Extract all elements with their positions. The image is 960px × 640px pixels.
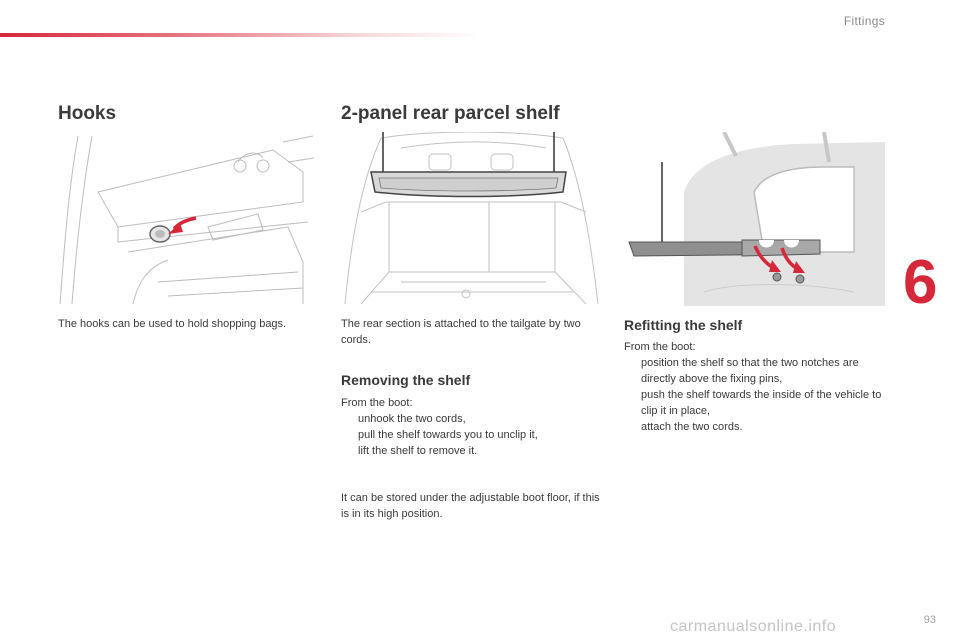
refitting-step: push the shelf towards the inside of the vehicle to clip it in place,	[641, 389, 882, 417]
refitting-intro: From the boot:	[624, 341, 696, 353]
refitting-heading: Refitting the shelf	[624, 317, 743, 333]
section-title: Fittings	[843, 14, 885, 28]
refitting-illustration	[624, 132, 885, 306]
page-number: 93	[923, 614, 936, 626]
refitting-instructions	[624, 339, 886, 435]
refitting-step: attach the two cords.	[641, 421, 743, 433]
hooks-description: The hooks can be used to hold shopping bags.	[58, 318, 287, 330]
storage-note: It can be stored under the adjustable boot floor, if this is in its high position.	[341, 492, 600, 520]
removing-heading: Removing the shelf	[341, 372, 471, 388]
parcel-shelf-illustration	[341, 132, 602, 306]
removing-step: unhook the two cords,	[358, 413, 466, 425]
removing-step: pull the shelf towards you to unclip it,	[358, 429, 538, 441]
parcel-shelf-description: The rear section is attached to the tailgate by two cords.	[341, 318, 581, 346]
removing-step: lift the shelf to remove it.	[358, 445, 478, 457]
removing-intro: From the boot:	[341, 397, 413, 409]
header-accent-bar	[0, 33, 480, 37]
parcel-shelf-heading: 2-panel rear parcel shelf	[341, 103, 560, 124]
chapter-number: 6	[903, 248, 938, 317]
watermark: carmanualsonline.info	[670, 618, 837, 635]
refitting-step: position the shelf so that the two notches are directly above the fixing pins,	[641, 357, 859, 385]
hooks-heading: Hooks	[58, 103, 117, 124]
hooks-illustration	[58, 132, 316, 306]
removing-instructions	[341, 395, 603, 459]
